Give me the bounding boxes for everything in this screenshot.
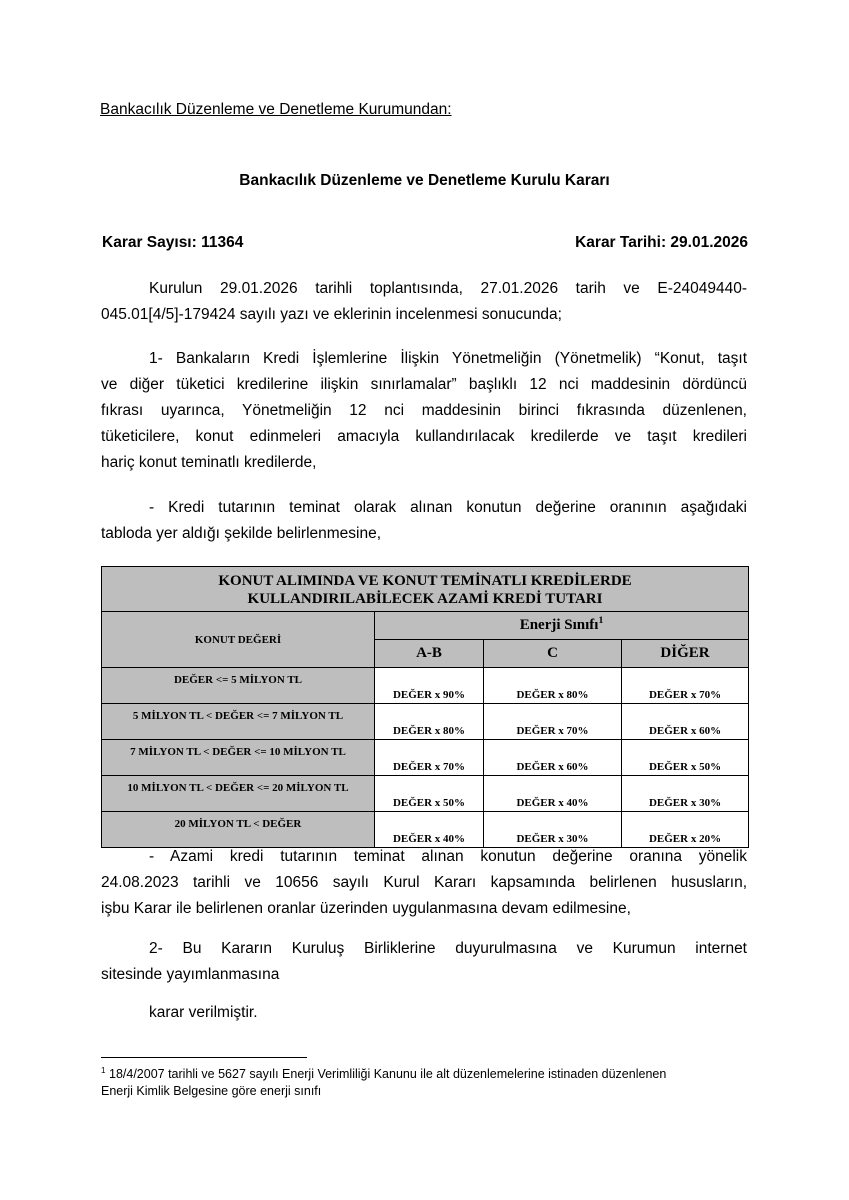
ratio-cell: DEĞER x 50% [622, 740, 749, 776]
row-label: 5 MİLYON TL < DEĞER <= 7 MİLYON TL [102, 704, 375, 740]
bullet1-paragraph [101, 495, 747, 547]
text-line: hariç konut teminatlı kredilerde, [101, 454, 317, 471]
table-row [102, 740, 749, 776]
ratio-cell: DEĞER x 60% [622, 704, 749, 740]
ratio-cell: DEĞER x 90% [375, 668, 484, 704]
table-row [102, 812, 749, 848]
footnote-line: Enerji Kimlik Belgesine göre enerji sınıfı [101, 1084, 322, 1098]
decision-number: Karar Sayısı: 11364 [102, 234, 244, 251]
table-title-line: KULLANDIRILABİLECEK AZAMİ KREDİ TUTARI [247, 591, 603, 607]
footnote-separator [101, 1057, 307, 1058]
text-line: Kurulun 29.01.2026 tarihli toplantısında, 27.01.2026 tarih ve E-24049440- [149, 280, 747, 297]
row-label: 7 MİLYON TL < DEĞER <= 10 MİLYON TL [102, 740, 375, 776]
text-line: tüketicilere, konut edinmeleri amacıyla kullandırılacak kredilerde ve taşıt kredileri [101, 428, 747, 445]
issuer-heading: Bankacılık Düzenleme ve Denetleme Kurumundan: [100, 101, 452, 118]
table-row [102, 668, 749, 704]
ratio-cell: DEĞER x 70% [375, 740, 484, 776]
ratio-cell: DEĞER x 40% [375, 812, 484, 848]
energy-class-header [375, 612, 749, 640]
item1-paragraph [101, 346, 747, 476]
table-row [102, 776, 749, 812]
ratio-cell: DEĞER x 70% [484, 704, 622, 740]
table-row [102, 704, 749, 740]
ratio-cell: DEĞER x 30% [622, 776, 749, 812]
item2-paragraph [101, 936, 747, 988]
footnote-text: 18/4/2007 tarihli ve 5627 sayılı Enerji Verimliliği Kanunu ile alt düzenlemelerine istinaden düzenlenen [109, 1067, 667, 1081]
text-line: fıkrası uyarınca, Yönetmeliğin 12 nci maddesinin birinci fıkrasında düzenlenen, [101, 402, 747, 419]
document-title: Bankacılık Düzenleme ve Denetleme Kurulu Kararı [239, 172, 610, 189]
energy-class-label: Enerji Sınıfı [519, 617, 599, 633]
row-label: DEĞER <= 5 MİLYON TL [102, 668, 375, 704]
row-label: 10 MİLYON TL < DEĞER <= 20 MİLYON TL [102, 776, 375, 812]
ratio-cell: DEĞER x 70% [622, 668, 749, 704]
ratio-cell: DEĞER x 30% [484, 812, 622, 848]
text-line: sitesinde yayımlanmasına [101, 966, 280, 983]
table-title [102, 567, 749, 612]
intro-paragraph [101, 276, 747, 328]
text-line: - Kredi tutarının teminat olarak alınan konutun değerine oranının aşağıdaki [149, 499, 747, 516]
decision-date: Karar Tarihi: 29.01.2026 [575, 234, 748, 251]
ratio-cell: DEĞER x 80% [484, 668, 622, 704]
text-line: 24.08.2023 tarihli ve 10656 sayılı Kurul Kararı kapsamında belirlenen hususların, [101, 874, 747, 891]
text-line: karar verilmiştir. [149, 1004, 258, 1021]
text-line: 2- Bu Kararın Kuruluş Birliklerine duyurulmasına ve Kurumun internet [149, 940, 747, 957]
ratio-cell: DEĞER x 60% [484, 740, 622, 776]
konut-degeri-header: KONUT DEĞERİ [102, 612, 375, 668]
text-line: tabloda yer aldığı şekilde belirlenmesine, [101, 525, 382, 542]
ratio-cell: DEĞER x 50% [375, 776, 484, 812]
footnote-mark: 1 [101, 1065, 106, 1075]
text-line: 1- Bankaların Kredi İşlemlerine İlişkin Yönetmeliğin (Yönetmelik) “Konut, taşıt [149, 350, 747, 367]
text-line: ve diğer tüketici kredilerine ilişkin sınırlamalar” başlıklı 12 nci maddesinin dördüncü [101, 376, 747, 393]
text-line: işbu Karar ile belirlenen oranlar üzerinden uygulanmasına devam edilmesine, [101, 900, 631, 917]
loan-ratio-table [101, 566, 749, 848]
table-title-line: KONUT ALIMINDA VE KONUT TEMİNATLI KREDİLERDE [218, 573, 632, 589]
closing-paragraph [101, 1000, 747, 1026]
energy-class-c: C [484, 640, 622, 668]
bullet2-paragraph [101, 844, 747, 922]
row-label: 20 MİLYON TL < DEĞER [102, 812, 375, 848]
energy-class-other: DİĞER [622, 640, 749, 668]
footnote-ref: 1 [598, 615, 604, 626]
footnote [101, 1066, 747, 1100]
text-line: - Azami kredi tutarının teminat alınan konutun değerine oranına yönelik [149, 848, 747, 865]
footnote-line [101, 1066, 747, 1083]
ratio-cell: DEĞER x 20% [622, 812, 749, 848]
ratio-cell: DEĞER x 40% [484, 776, 622, 812]
text-line: 045.01[4/5]-179424 sayılı yazı ve eklerinin incelenmesi sonucunda; [101, 306, 562, 323]
ratio-cell: DEĞER x 80% [375, 704, 484, 740]
energy-class-ab: A-B [375, 640, 484, 668]
